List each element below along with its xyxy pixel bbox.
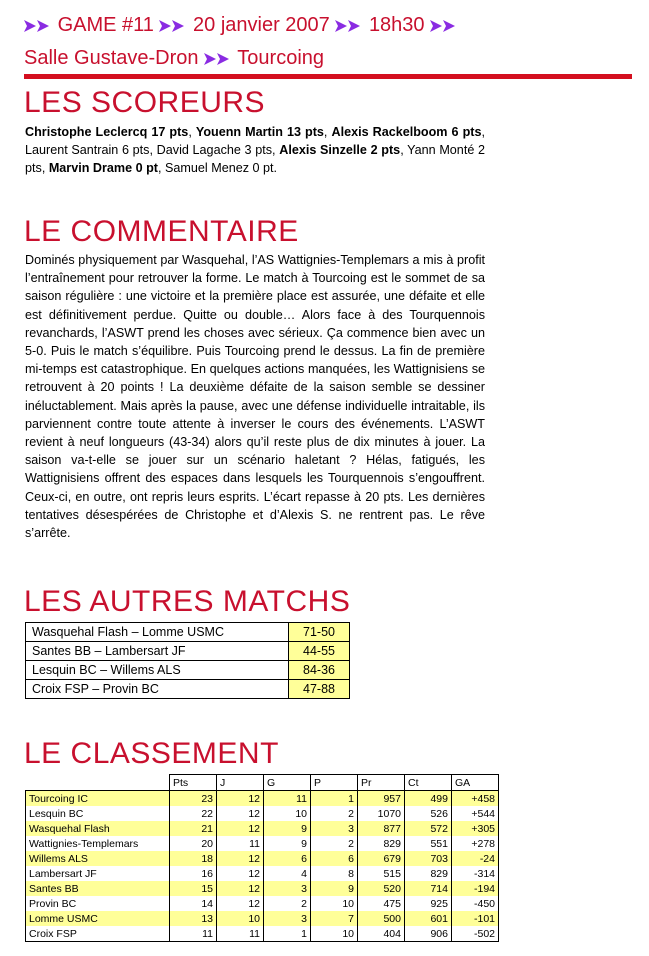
match-score: 71-50: [289, 623, 350, 642]
standings-cell-pr: 1070: [358, 806, 405, 821]
venue-header-line: [24, 46, 324, 70]
game-date: 20 janvier 2007: [193, 14, 330, 36]
scorer-item: Youenn Martin 13 pts: [195, 125, 324, 139]
standings-team-header: [26, 775, 170, 791]
standings-cell-pts: 11: [170, 926, 217, 942]
standings-cell-pts: 13: [170, 911, 217, 926]
standings-cell-pr: 679: [358, 851, 405, 866]
standings-cell-j: 12: [217, 881, 264, 896]
standings-cell-g: 3: [264, 881, 311, 896]
standings-cell-g: 9: [264, 821, 311, 836]
standings-title: LE CLASSEMENT: [24, 737, 279, 770]
standings-cell-pts: 15: [170, 881, 217, 896]
standings-cell-p: 7: [311, 911, 358, 926]
standings-cell-g: 10: [264, 806, 311, 821]
standings-cell-pts: 23: [170, 791, 217, 807]
scorers-list: Christophe Leclercq 17 pts, Youenn Martin 13 pts, Alexis Rackelboom 6 pts, Laurent Santrain 6 pts, David Lagache 3 pts, Alexis Sinzelle 2 pts, Yann Monté 2 pts, Marvin Drame 0 pt, Samuel Menez 0 pt.: [25, 125, 486, 176]
standings-cell-ga: -194: [452, 881, 499, 896]
standings-cell-ga: -101: [452, 911, 499, 926]
scorer-item: Yann Monté 2 pts: [25, 143, 486, 176]
team-name: Lomme USMC: [26, 911, 170, 926]
standings-cell-j: 12: [217, 896, 264, 911]
standings-cell-g: 11: [264, 791, 311, 807]
standings-cell-pr: 957: [358, 791, 405, 807]
standings-cell-j: 12: [217, 806, 264, 821]
standings-cell-j: 12: [217, 821, 264, 836]
standings-row: [26, 806, 499, 821]
standings-row: [26, 926, 499, 942]
other-matches-table: [25, 622, 350, 699]
standings-cell-ct: 925: [405, 896, 452, 911]
standings-row: [26, 821, 499, 836]
standings-cell-pr: 475: [358, 896, 405, 911]
team-name: Wasquehal Flash: [26, 821, 170, 836]
standings-cell-p: 1: [311, 791, 358, 807]
standings-cell-pts: 14: [170, 896, 217, 911]
team-name: Croix FSP: [26, 926, 170, 942]
double-arrow-icon: [159, 19, 187, 33]
scorer-item: Marvin Drame 0 pt: [48, 161, 158, 176]
standings-column-header: P: [311, 775, 358, 791]
standings-cell-ct: 526: [405, 806, 452, 821]
standings-cell-ga: -314: [452, 866, 499, 881]
standings-cell-j: 12: [217, 866, 264, 881]
standings-cell-p: 10: [311, 896, 358, 911]
standings-cell-j: 11: [217, 836, 264, 851]
standings-cell-pts: 18: [170, 851, 217, 866]
match-row: [26, 680, 350, 699]
standings-cell-ct: 714: [405, 881, 452, 896]
game-number: GAME #11: [57, 14, 154, 36]
standings-column-header: J: [217, 775, 264, 791]
standings-cell-ga: +544: [452, 806, 499, 821]
standings-cell-ga: -502: [452, 926, 499, 942]
standings-cell-ct: 572: [405, 821, 452, 836]
standings-cell-pts: 21: [170, 821, 217, 836]
standings-cell-pts: 16: [170, 866, 217, 881]
match-score: 47-88: [289, 680, 350, 699]
double-arrow-icon: [335, 19, 363, 33]
team-name: Lambersart JF: [26, 866, 170, 881]
standings-row: [26, 896, 499, 911]
standings-cell-p: 3: [311, 821, 358, 836]
standings-cell-ct: 601: [405, 911, 452, 926]
venue-city: Tourcoing: [237, 47, 325, 69]
team-name: Tourcoing IC: [26, 791, 170, 807]
standings-cell-p: 2: [311, 806, 358, 821]
team-name: Willems ALS: [26, 851, 170, 866]
standings-cell-ct: 551: [405, 836, 452, 851]
match-score: 44-55: [289, 642, 350, 661]
standings-cell-p: 9: [311, 881, 358, 896]
standings-cell-ga: +458: [452, 791, 499, 807]
standings-cell-ct: 703: [405, 851, 452, 866]
scorer-item: Alexis Rackelboom 6 pts: [331, 125, 482, 139]
standings-cell-pr: 877: [358, 821, 405, 836]
standings-cell-pts: 22: [170, 806, 217, 821]
standings-cell-ga: -450: [452, 896, 499, 911]
standings-table: [25, 774, 499, 942]
standings-cell-g: 4: [264, 866, 311, 881]
double-arrow-icon: [24, 19, 52, 33]
scorer-item: Samuel Menez 0 pt: [165, 161, 274, 176]
match-score: 84-36: [289, 661, 350, 680]
standings-row: [26, 851, 499, 866]
standings-cell-ga: -24: [452, 851, 499, 866]
standings-row: [26, 791, 499, 807]
standings-cell-ct: 906: [405, 926, 452, 942]
standings-row: [26, 836, 499, 851]
standings-column-header: Pr: [358, 775, 405, 791]
standings-cell-ct: 829: [405, 866, 452, 881]
standings-cell-ct: 499: [405, 791, 452, 807]
commentary-title: LE COMMENTAIRE: [24, 215, 299, 248]
commentary-text: Dominés physiquement par Wasquehal, l’AS Wattignies-Templemars a mis à profit l’entraînement pour retrouver la forme. Le match à Tourcoing est le sommet de sa saison régulière : une victoire et la première place est assurée, une défaite et elle est définitivement perdue. Quitte ou double… Alors face à des Tourquennois revanchards, l’ASWT prend les choses avec sérieux. Ça commence bien avec un 5-0. Puis le match s’équilibre. Puis Tourcoing prend le dessus. La fin de première mi-temps est catastrophique. En quelques actions manquées, les Wattignisiens se retrouvent à 20 points ! La deuxième défaite de la saison semble se dessiner inéluctablement. Mais après la pause, avec une défense individuelle intraitable, ils parviennent contre toute attente à inverser le cours des événements. L’ASWT revient à neuf longueurs (43-34) alors qu’il reste plus de dix minutes à jouer. La saison va-t-elle se jouer sur un scénario haletant ? Hélas, fatigués, les Wattignisiens offrent des espaces dans lesquels les Tourquennois s’engouffrent. Ceux-ci, en outre, ont repris leurs esprits. L’écart repasse à 20 pts. Les dernières tentatives désespérées de Christophe et d’Alexis S. ne rentrent pas. Le rêve s’arrête.: [25, 253, 485, 541]
standings-cell-g: 9: [264, 836, 311, 851]
double-arrow-icon: [204, 52, 232, 66]
team-name: Lesquin BC: [26, 806, 170, 821]
standings-cell-g: 1: [264, 926, 311, 942]
standings-cell-pr: 404: [358, 926, 405, 942]
standings-cell-j: 12: [217, 791, 264, 807]
other-matches-title: LES AUTRES MATCHS: [24, 585, 351, 618]
game-time: 18h30: [368, 14, 425, 36]
team-name: Provin BC: [26, 896, 170, 911]
standings-column-header: Pts: [170, 775, 217, 791]
match-row: [26, 642, 350, 661]
match-row: [26, 623, 350, 642]
standings-cell-p: 2: [311, 836, 358, 851]
standings-cell-g: 3: [264, 911, 311, 926]
scorer-item: Christophe Leclercq 17 pts: [25, 125, 189, 139]
standings-column-header: G: [264, 775, 311, 791]
scorer-item: Laurent Santrain 6 pts: [25, 143, 150, 158]
team-name: Santes BB: [26, 881, 170, 896]
standings-row: [26, 881, 499, 896]
scorer-item: David Lagache 3 pts: [156, 143, 273, 158]
venue-name: Salle Gustave-Dron: [24, 47, 199, 69]
match-teams: Santes BB – Lambersart JF: [26, 642, 289, 661]
standings-cell-p: 6: [311, 851, 358, 866]
double-arrow-icon: [430, 19, 458, 33]
standings-cell-g: 2: [264, 896, 311, 911]
standings-column-header: GA: [452, 775, 499, 791]
standings-cell-pr: 829: [358, 836, 405, 851]
standings-cell-j: 12: [217, 851, 264, 866]
standings-cell-j: 11: [217, 926, 264, 942]
match-teams: Lesquin BC – Willems ALS: [26, 661, 289, 680]
standings-cell-pr: 500: [358, 911, 405, 926]
scorer-item: Alexis Sinzelle 2 pts: [279, 143, 401, 158]
match-teams: Croix FSP – Provin BC: [26, 680, 289, 699]
match-row: [26, 661, 350, 680]
standings-cell-ga: +278: [452, 836, 499, 851]
standings-cell-pr: 515: [358, 866, 405, 881]
standings-cell-pts: 20: [170, 836, 217, 851]
team-name: Wattignies-Templemars: [26, 836, 170, 851]
standings-cell-j: 10: [217, 911, 264, 926]
standings-cell-p: 8: [311, 866, 358, 881]
scorers-title: LES SCOREURS: [24, 86, 266, 119]
standings-cell-p: 10: [311, 926, 358, 942]
game-header-line: [24, 13, 458, 37]
standings-row: [26, 911, 499, 926]
header-divider: [24, 74, 632, 79]
match-teams: Wasquehal Flash – Lomme USMC: [26, 623, 289, 642]
standings-cell-ga: +305: [452, 821, 499, 836]
standings-cell-pr: 520: [358, 881, 405, 896]
standings-row: [26, 866, 499, 881]
standings-column-header: Ct: [405, 775, 452, 791]
standings-cell-g: 6: [264, 851, 311, 866]
